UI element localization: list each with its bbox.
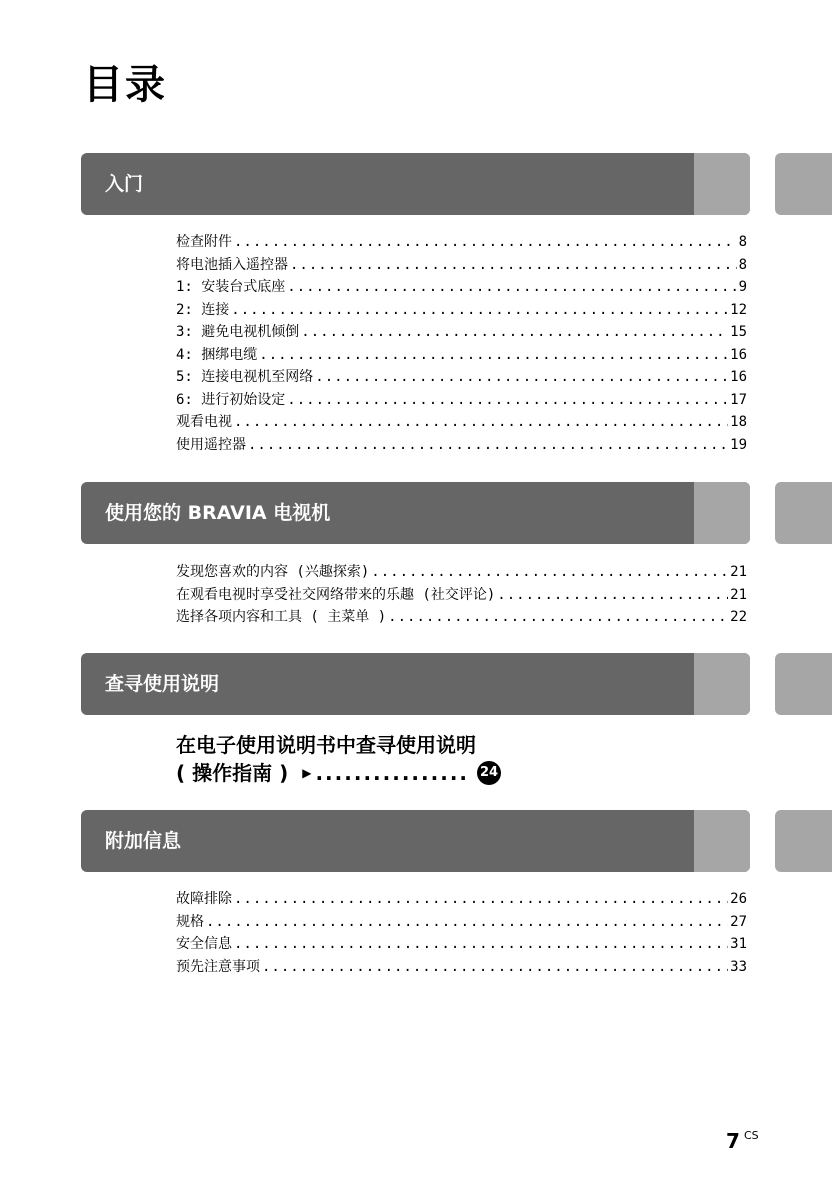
- toc-page-number: 17: [730, 391, 747, 408]
- toc-entry[interactable]: [176, 933, 747, 956]
- edge-index-tab: [775, 153, 832, 215]
- toc-page-number: 26: [730, 891, 747, 907]
- toc-entry[interactable]: [176, 276, 747, 299]
- toc-leader-dots: [315, 369, 728, 385]
- reference-label: ( 操作指南 ): [176, 761, 289, 785]
- toc-page-number: 12: [730, 301, 747, 318]
- toc-entry[interactable]: [176, 366, 747, 389]
- toc-page-number: 33: [730, 958, 747, 975]
- toc-page-number: 22: [730, 609, 747, 625]
- section-header-getting-started: [81, 153, 750, 215]
- toc-entry[interactable]: [176, 434, 747, 457]
- toc-page-number: 18: [730, 414, 747, 430]
- toc-entry[interactable]: [176, 956, 747, 979]
- section-header-tab: [694, 810, 750, 872]
- toc-entry-text: 安全信息: [176, 936, 232, 952]
- toc-leader-dots: [234, 234, 737, 250]
- section-header-tab: [694, 153, 750, 215]
- toc-leader-dots: [259, 347, 728, 363]
- right-triangle-icon: ▶: [302, 766, 312, 780]
- section-header-tab: [694, 653, 750, 715]
- section-title: 入门: [105, 173, 144, 195]
- toc-entry[interactable]: [176, 411, 747, 434]
- toc-leader-dots: [262, 959, 728, 975]
- toc-entry[interactable]: [176, 299, 747, 322]
- toc-entry-text: 规格: [176, 913, 204, 930]
- toc-entry-text: 使用遥控器: [176, 436, 246, 453]
- toc-leader-dots: [234, 891, 728, 907]
- toc-entry-text: 检查附件: [176, 234, 232, 250]
- page-title: 目录: [83, 62, 167, 108]
- toc-leader-dots: [248, 437, 728, 453]
- section-title: 查寻使用说明: [105, 673, 220, 695]
- section-title: 使用您的 BRAVIA 电视机: [105, 502, 331, 524]
- edge-index-tab: [775, 810, 832, 872]
- toc-entry-text: 3: 避免电视机倾倒: [176, 324, 300, 340]
- toc-leader-dots: [388, 609, 728, 625]
- toc-entry-text: 预先注意事项: [176, 958, 260, 975]
- toc-entry-text: 5: 连接电视机至网络: [176, 369, 314, 385]
- section-header-using-bravia: [81, 482, 750, 544]
- toc-page-number: 31: [730, 936, 747, 952]
- toc-entry[interactable]: [176, 254, 747, 277]
- toc-list-additional-info: [176, 888, 747, 978]
- toc-page-number: 27: [730, 913, 747, 930]
- page-number: 7: [726, 1129, 740, 1153]
- toc-list-using-bravia: [176, 561, 747, 629]
- toc-entry-text: 在观看电视时享受社交网络带来的乐趣 (社交评论): [176, 586, 496, 603]
- toc-entry-text: 发现您喜欢的内容 (兴趣探索): [176, 564, 370, 580]
- toc-leader-dots: [287, 279, 736, 295]
- toc-entry[interactable]: [176, 911, 747, 934]
- page-number-suffix: CS: [744, 1129, 759, 1142]
- toc-entry-text: 1: 安装台式底座: [176, 279, 286, 295]
- toc-entry[interactable]: [176, 389, 747, 412]
- toc-leader-dots: [497, 587, 728, 603]
- toc-page-number: 9: [738, 279, 747, 295]
- toc-leader-dots: [287, 392, 728, 408]
- toc-leader-dots: [231, 302, 728, 318]
- toc-leader-dots: [234, 936, 728, 952]
- toc-leader-dots: [371, 564, 728, 580]
- toc-page-number: 21: [730, 564, 747, 580]
- toc-page-number: 19: [730, 436, 747, 453]
- toc-entry[interactable]: [176, 606, 747, 629]
- toc-page-number: 8: [738, 256, 747, 273]
- toc-entry[interactable]: [176, 584, 747, 607]
- toc-entry-text: 观看电视: [176, 414, 232, 430]
- section-header-additional-info: [81, 810, 750, 872]
- toc-entry-text: 2: 连接: [176, 301, 230, 318]
- toc-entry-text: 故障排除: [176, 891, 232, 907]
- toc-page-number: 15: [730, 324, 747, 340]
- toc-entry-text: 选择各项内容和工具 ( 主菜单 ): [176, 609, 387, 625]
- reference-leader-dots: ................: [315, 761, 470, 785]
- reference-line-1: 在电子使用说明书中查寻使用说明: [176, 733, 476, 757]
- section-header-find-instructions: [81, 653, 750, 715]
- toc-page-number: 8: [738, 234, 747, 250]
- toc-leader-dots: [234, 414, 728, 430]
- toc-page-number: 21: [730, 586, 747, 603]
- toc-entry[interactable]: [176, 561, 747, 584]
- toc-list-getting-started: [176, 231, 747, 456]
- edge-index-tab: [775, 482, 832, 544]
- toc-entry-text: 6: 进行初始设定: [176, 391, 286, 408]
- toc-entry[interactable]: [176, 321, 747, 344]
- section-header-tab: [694, 482, 750, 544]
- toc-entry-text: 4: 捆绑电缆: [176, 346, 258, 363]
- section-title: 附加信息: [105, 830, 182, 852]
- page-badge-icon: 24: [477, 761, 501, 785]
- toc-entry[interactable]: [176, 888, 747, 911]
- toc-entry[interactable]: [176, 344, 747, 367]
- toc-page-number: 16: [730, 346, 747, 363]
- toc-entry[interactable]: [176, 231, 747, 254]
- toc-leader-dots: [206, 914, 728, 930]
- toc-page-number: 16: [730, 369, 747, 385]
- reference-line-2: [176, 759, 501, 787]
- toc-entry-text: 将电池插入遥控器: [176, 256, 288, 273]
- toc-leader-dots: [290, 257, 737, 273]
- help-guide-reference[interactable]: [176, 731, 501, 787]
- toc-leader-dots: [301, 324, 728, 340]
- edge-index-tab: [775, 653, 832, 715]
